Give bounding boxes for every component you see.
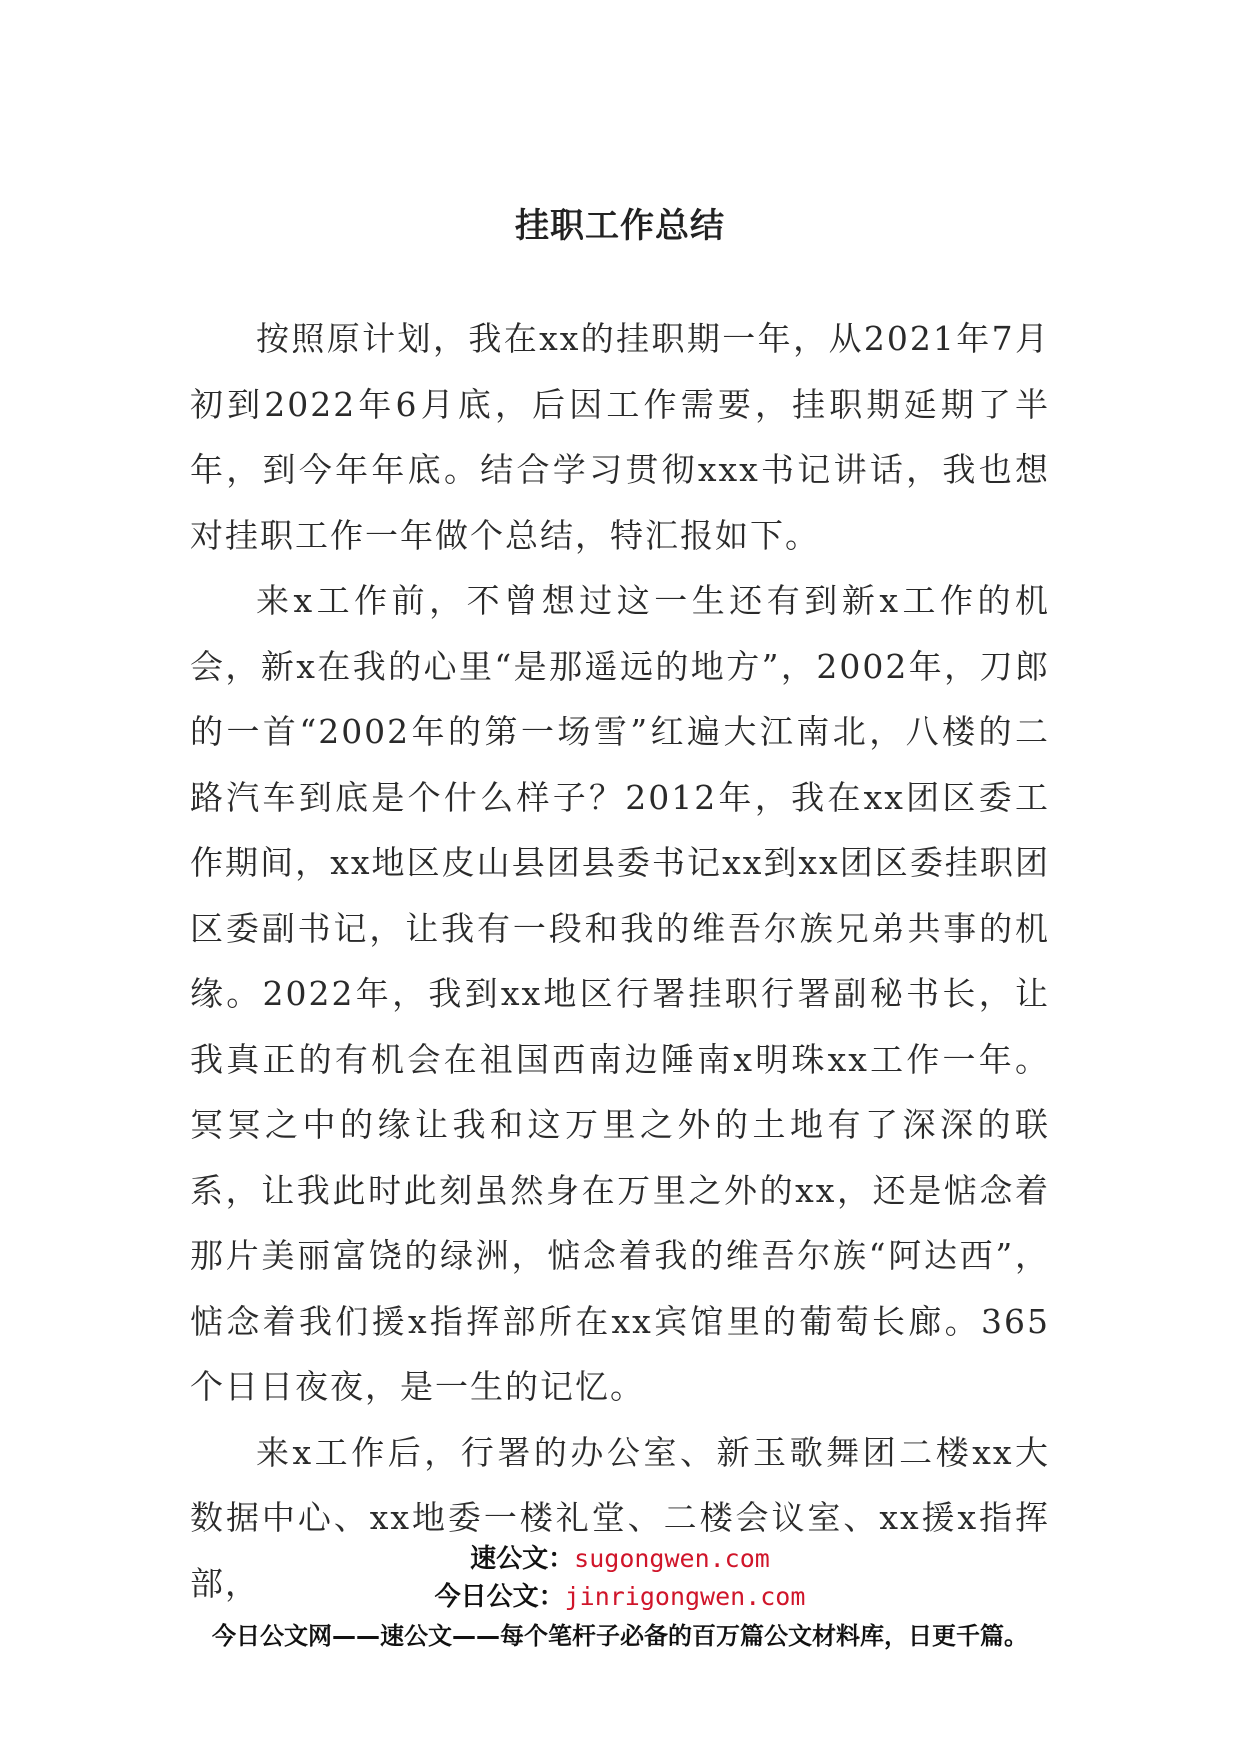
footer-link-jinrigongwen[interactable]: jinrigongwen.com — [564, 1582, 806, 1611]
footer-line-sugongwen — [0, 1540, 1240, 1578]
footer-link-sugongwen[interactable]: sugongwen.com — [574, 1544, 770, 1573]
footer-label-sugongwen: 速公文： — [470, 1544, 575, 1574]
footer-line-jinrigongwen — [0, 1578, 1240, 1616]
paragraph-3: 来x工作后，行署的办公室、新玉歌舞团二楼xx大数据中心、xx地委一楼礼堂、二楼会议室、xx援x指挥部， — [190, 1432, 1050, 1603]
page-footer — [0, 1540, 1240, 1656]
document-body — [190, 306, 1050, 1616]
paragraph-2: 来x工作前，不曾想过这一生还有到新x工作的机会，新x在我的心里“是那遥远的地方”，2002年，刀郎的一首“2002年的第一场雪”红遍大江南北，八楼的二路汽车到底是个什么样子？2012年，我在xx团区委工作期间，xx地区皮山县团县委书记xx到xx团区委挂职团区委副书记，让我有一段和我的维吾尔族兄弟共事的机缘。2022年，我到xx地区行署挂职行署副秘书长，让我真正的有机会在祖国西南边陲南x明珠xx工作一年。冥冥之中的缘让我和这万里之外的土地有了深深的联系，让我此时此刻虽然身在万里之外的xx，还是惦念着那片美丽富饶的绿洲，惦念着我的维吾尔族“阿达西”，惦念着我们援x指挥部所在xx宾馆里的葡萄长廊。365个日日夜夜，是一生的记忆。 — [190, 581, 1050, 1406]
paragraph-1: 按照原计划，我在xx的挂职期一年，从2021年7月初到2022年6月底，后因工作需要，挂职期延期了半年，到今年年底。结合学习贯彻xxx书记讲话，我也想对挂职工作一年做个总结，特汇报如下。 — [190, 319, 1050, 555]
document-title: 挂职工作总结 — [515, 206, 725, 246]
footer-slogan: 今日公文网——速公文——每个笔杆子必备的百万篇公文材料库，日更千篇。 — [212, 1622, 1028, 1650]
footer-label-jinrigongwen: 今日公文： — [434, 1582, 565, 1612]
